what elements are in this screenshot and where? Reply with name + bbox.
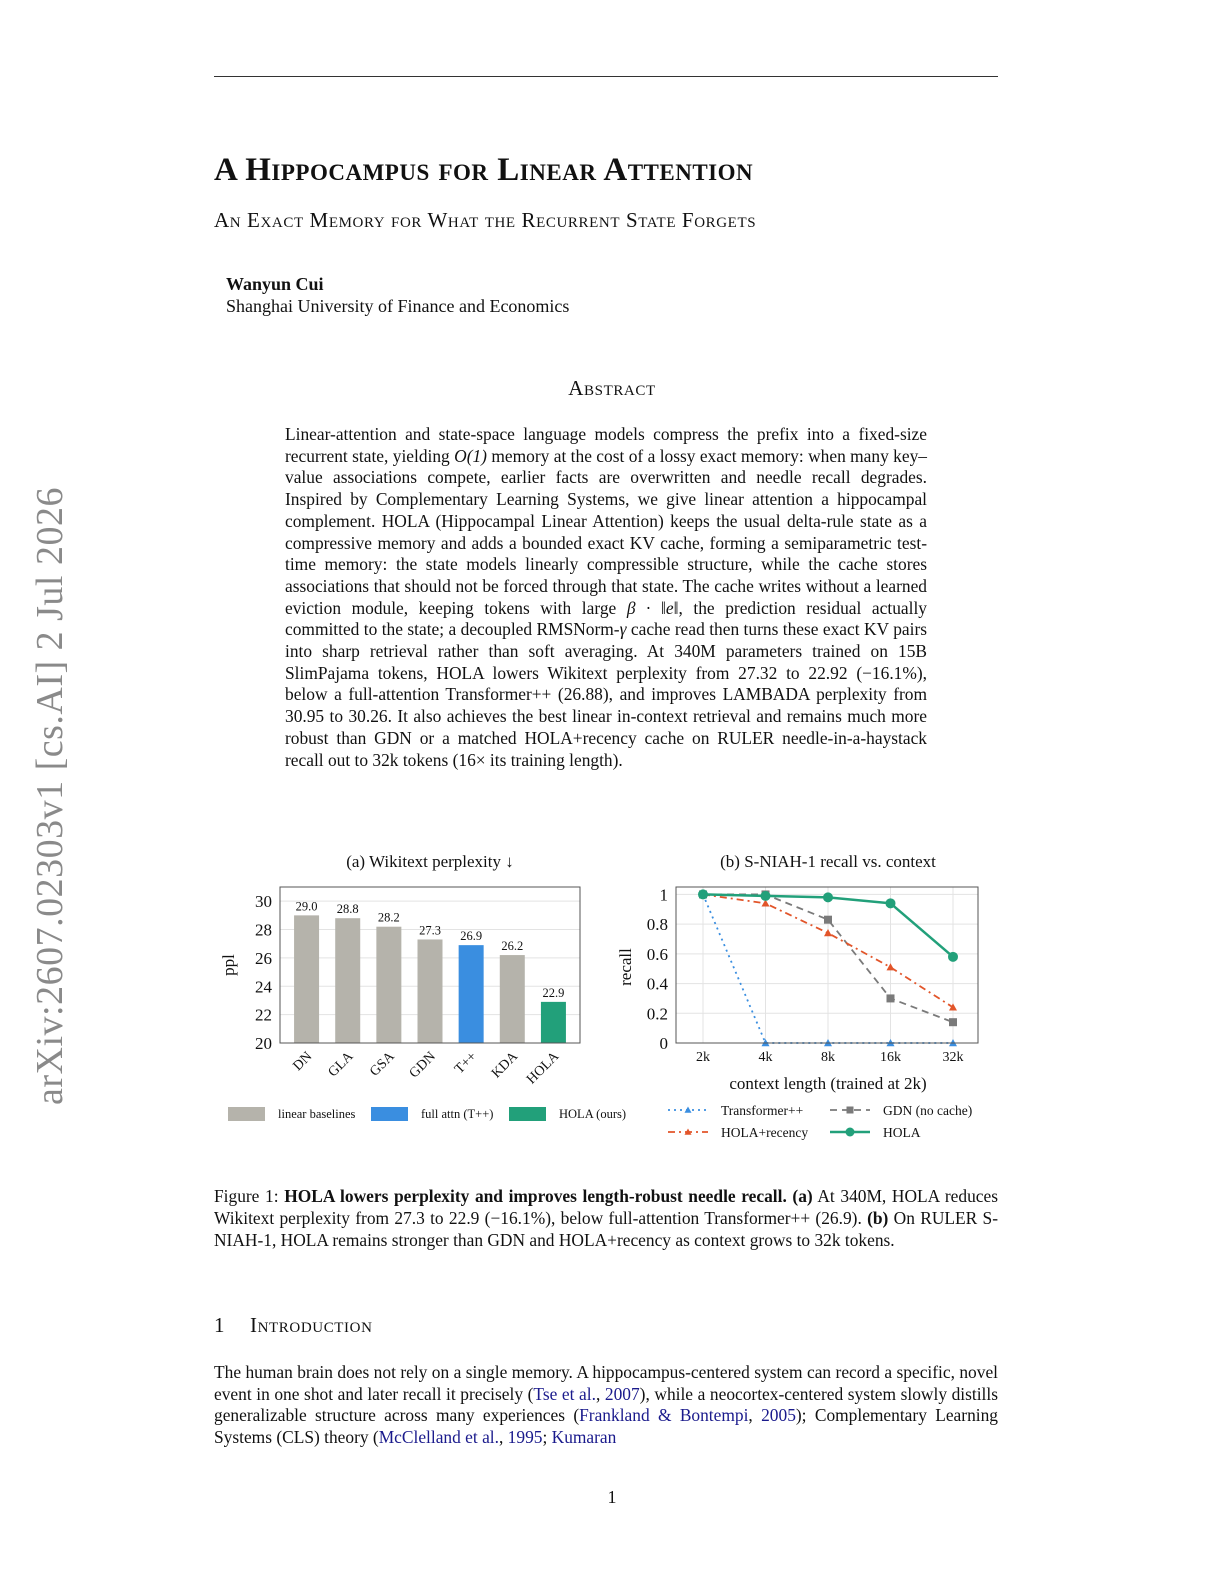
citation-link[interactable]: Kumaran xyxy=(551,1427,617,1448)
abstract-math: γ xyxy=(619,619,627,640)
citation-link[interactable]: Frankland & Bontempi xyxy=(579,1405,749,1426)
citation-link[interactable]: Tse et al. xyxy=(533,1383,596,1404)
chart-a-data-label: 28.8 xyxy=(336,902,359,917)
chart-a-x-tick-label: GSA xyxy=(367,1049,398,1080)
page-number: 1 xyxy=(607,1487,617,1507)
intro-text: , xyxy=(498,1427,508,1448)
chart-b-legend-label: GDN (no cache) xyxy=(883,1103,973,1118)
chart-b-y-tick-label: 0.2 xyxy=(646,1004,668,1024)
caption-text-b: On RULER S-NIAH-1, HOLA remains stronger than GDN and HOLA+recency as context grows to 32k tokens. xyxy=(214,1208,998,1250)
figure-1 xyxy=(214,844,1004,1144)
chart-b-point-hola xyxy=(948,952,958,962)
chart-b-x-tick-label: 16k xyxy=(880,1050,901,1065)
caption-tag-b: (b) xyxy=(867,1208,889,1228)
chart-b-legend-marker-hola xyxy=(846,1128,855,1137)
chart-a-data-label: 29.0 xyxy=(295,899,318,914)
introduction-paragraph xyxy=(214,1362,998,1449)
abstract-math: O(1) xyxy=(454,445,487,466)
chart-b-x-tick-label: 4k xyxy=(758,1050,773,1065)
citation-link[interactable]: 2007 xyxy=(604,1383,640,1404)
chart-a-y-tick-label: 20 xyxy=(255,1034,272,1053)
chart-a-y-tick-label: 22 xyxy=(255,1005,272,1025)
intro-text: ; xyxy=(542,1427,552,1448)
abstract-text: Linear-attention and state-space language models compress the prefix into a fixed-size recurrent state, yielding xyxy=(285,424,927,466)
caption-tag-a: (a) xyxy=(792,1186,813,1206)
abstract-text: , the prediction residual actually committed to the state; a decoupled RMSNorm- xyxy=(285,597,927,640)
chart-b-y-tick-label: 0.6 xyxy=(646,944,668,964)
chart-a-y-axis-label: ppl xyxy=(219,954,238,976)
chart-a-data-label: 28.2 xyxy=(377,910,400,925)
citation-link[interactable]: 2005 xyxy=(761,1405,796,1426)
chart-a-y-tick-label: 28 xyxy=(255,920,272,940)
chart-a-legend-swatch xyxy=(509,1107,546,1121)
chart-a-y-tick-label: 26 xyxy=(255,948,272,968)
chart-a-legend-label: HOLA (ours) xyxy=(559,1107,627,1121)
abstract-math: β · ‖e‖ xyxy=(626,597,679,618)
citation-link[interactable]: McClelland et al. xyxy=(378,1427,499,1448)
section-number: 1 xyxy=(214,1313,226,1337)
intro-text: ); Complementary Learning Systems (CLS) theory ( xyxy=(214,1405,998,1448)
chart-b-point-hola xyxy=(698,889,708,899)
caption-label: Figure 1: xyxy=(214,1186,285,1206)
chart-b-title: (b) S-NIAH-1 recall vs. context xyxy=(720,852,936,871)
chart-b-x-tick-label: 2k xyxy=(696,1050,710,1065)
chart-a-legend-swatch xyxy=(228,1107,265,1121)
chart-b-x-tick-label: 32k xyxy=(942,1050,964,1065)
chart-a-x-tick-label: GDN xyxy=(406,1049,439,1082)
chart-a-y-tick-label: 30 xyxy=(255,892,272,912)
chart-a-bar-tpp xyxy=(459,945,484,1043)
chart-b-legend-marker-gdn-no-cache xyxy=(847,1107,854,1114)
chart-a-data-label: 26.9 xyxy=(460,929,483,944)
figure-caption xyxy=(214,1185,998,1251)
chart-b-point-gdn-no-cache xyxy=(824,916,832,924)
paper-subtitle: An Exact Memory for What the Recurrent State Forgets xyxy=(214,208,757,232)
chart-b-point-hola-recency xyxy=(887,963,895,970)
chart-a-x-tick-label: T++ xyxy=(452,1049,480,1078)
chart-a-x-tick-label: HOLA xyxy=(524,1049,563,1088)
author-name: Wanyun Cui xyxy=(226,274,324,294)
chart-b-y-tick-label: 0.4 xyxy=(646,974,668,994)
intro-text: ), while a neocortex-centered system slowly distills generalizable structure across many experiences ( xyxy=(214,1383,998,1426)
chart-b-y-tick-label: 1 xyxy=(659,885,668,905)
chart-a-legend-label: full attn (T++) xyxy=(421,1107,494,1121)
intro-text: , xyxy=(595,1383,605,1404)
citation-link[interactable]: 1995 xyxy=(507,1427,543,1448)
chart-b-y-axis-label: recall xyxy=(616,948,635,986)
chart-a-x-tick-label: GLA xyxy=(325,1049,357,1081)
paper-title: A Hippocampus for Linear Attention xyxy=(214,152,754,188)
chart-a-bar-gsa xyxy=(376,927,401,1043)
chart-b-legend-marker-transformer xyxy=(685,1107,692,1113)
section-title: Introduction xyxy=(250,1313,373,1337)
intro-text: , xyxy=(748,1405,762,1426)
chart-b-legend-label: HOLA xyxy=(883,1125,921,1140)
chart-a-bar-kda xyxy=(500,955,525,1043)
chart-a-legend-label: linear baselines xyxy=(278,1107,356,1121)
chart-b-point-hola-recency xyxy=(824,929,832,936)
chart-b-x-tick-label: 8k xyxy=(821,1050,835,1065)
chart-b-x-axis-label: context length (trained at 2k) xyxy=(729,1074,927,1093)
caption-bold-summary: HOLA lowers perplexity and improves length-robust needle recall. xyxy=(284,1186,787,1206)
header-rule xyxy=(214,76,998,77)
chart-b-point-gdn-no-cache xyxy=(887,994,895,1002)
chart-a-x-tick-label: DN xyxy=(290,1049,316,1075)
abstract-body xyxy=(285,424,927,771)
intro-text: The human brain does not rely on a single memory. A hippocampus-centered system can record a specific, novel event in one shot and later recall it precisely ( xyxy=(214,1362,998,1404)
chart-a-y-tick-label: 24 xyxy=(255,977,272,997)
chart-a-bar-dn xyxy=(294,915,319,1043)
chart-b-point-hola xyxy=(761,891,771,901)
chart-b-legend-label: Transformer++ xyxy=(721,1103,804,1118)
chart-b-point-hola xyxy=(823,892,833,902)
chart-a-data-label: 27.3 xyxy=(419,923,441,938)
chart-a-x-tick-label: KDA xyxy=(489,1049,522,1082)
caption-text-a: At 340M, HOLA reduces Wikitext perplexity from 27.3 to 22.9 (−16.1%), below full-attention Transformer++ (26.9). xyxy=(214,1186,998,1228)
section-heading-introduction xyxy=(214,1313,373,1338)
chart-a-bar-gla xyxy=(335,918,360,1043)
chart-a-legend-swatch xyxy=(371,1107,408,1121)
chart-a-title: (a) Wikitext perplexity ↓ xyxy=(346,852,514,871)
author-affiliation: Shanghai University of Finance and Economics xyxy=(226,296,570,316)
chart-b-frame xyxy=(676,887,978,1043)
chart-b-y-tick-label: 0.8 xyxy=(646,915,668,935)
chart-a-data-label: 26.2 xyxy=(501,939,524,954)
abstract-text: cache read then turns these exact KV pairs into sharp retrieval rather than soft averaging. At 340M parameters trained on 15B SlimPajama tokens, HOLA lowers Wikitext perplexity from 27.32 to 22.92 (−16.1%), below a full-attention Transformer++ (26.88), and improves LAMBADA perplexity from 30.95 to 30.26. It also achieves the best linear in-context retrieval and remains much more robust than GDN or a matched HOLA+recency cache on RULER needle-in-a-haystack recall out to 32k tokens (16× its training length). xyxy=(285,619,927,770)
chart-a-data-label: 22.9 xyxy=(542,985,565,1000)
abstract-heading: Abstract xyxy=(568,376,656,400)
chart-a-bar-gdn xyxy=(418,939,443,1043)
arxiv-sidebar-stamp: arXiv:2607.02303v1 [cs.AI] 2 Jul 2026 xyxy=(29,487,71,1105)
chart-b-point-hola-recency xyxy=(949,1003,957,1010)
chart-b-y-tick-label: 0 xyxy=(659,1034,668,1053)
figure-1-charts xyxy=(214,844,1004,1144)
chart-a-bar-hola xyxy=(541,1002,566,1043)
abstract-text: memory at the cost of a lossy exact memory: when many key–value associations compete, earlier facts are overwritten and needle recall degrades. Inspired by Complementary Learning Systems, we give linear attention a hippocampal complement. HOLA (Hippocampal Linear Attention) keeps the usual delta-rule state as a compressive memory and adds a bounded exact KV cache, forming a semiparametric test-time memory: the state models linearly compressible structure, while the cache stores associations that should not be forced through that state. The cache writes without a learned eviction module, keeping tokens with large xyxy=(285,445,927,618)
chart-b-point-gdn-no-cache xyxy=(949,1018,957,1026)
chart-b-legend-label: HOLA+recency xyxy=(721,1125,809,1140)
chart-b-point-hola xyxy=(886,898,896,908)
